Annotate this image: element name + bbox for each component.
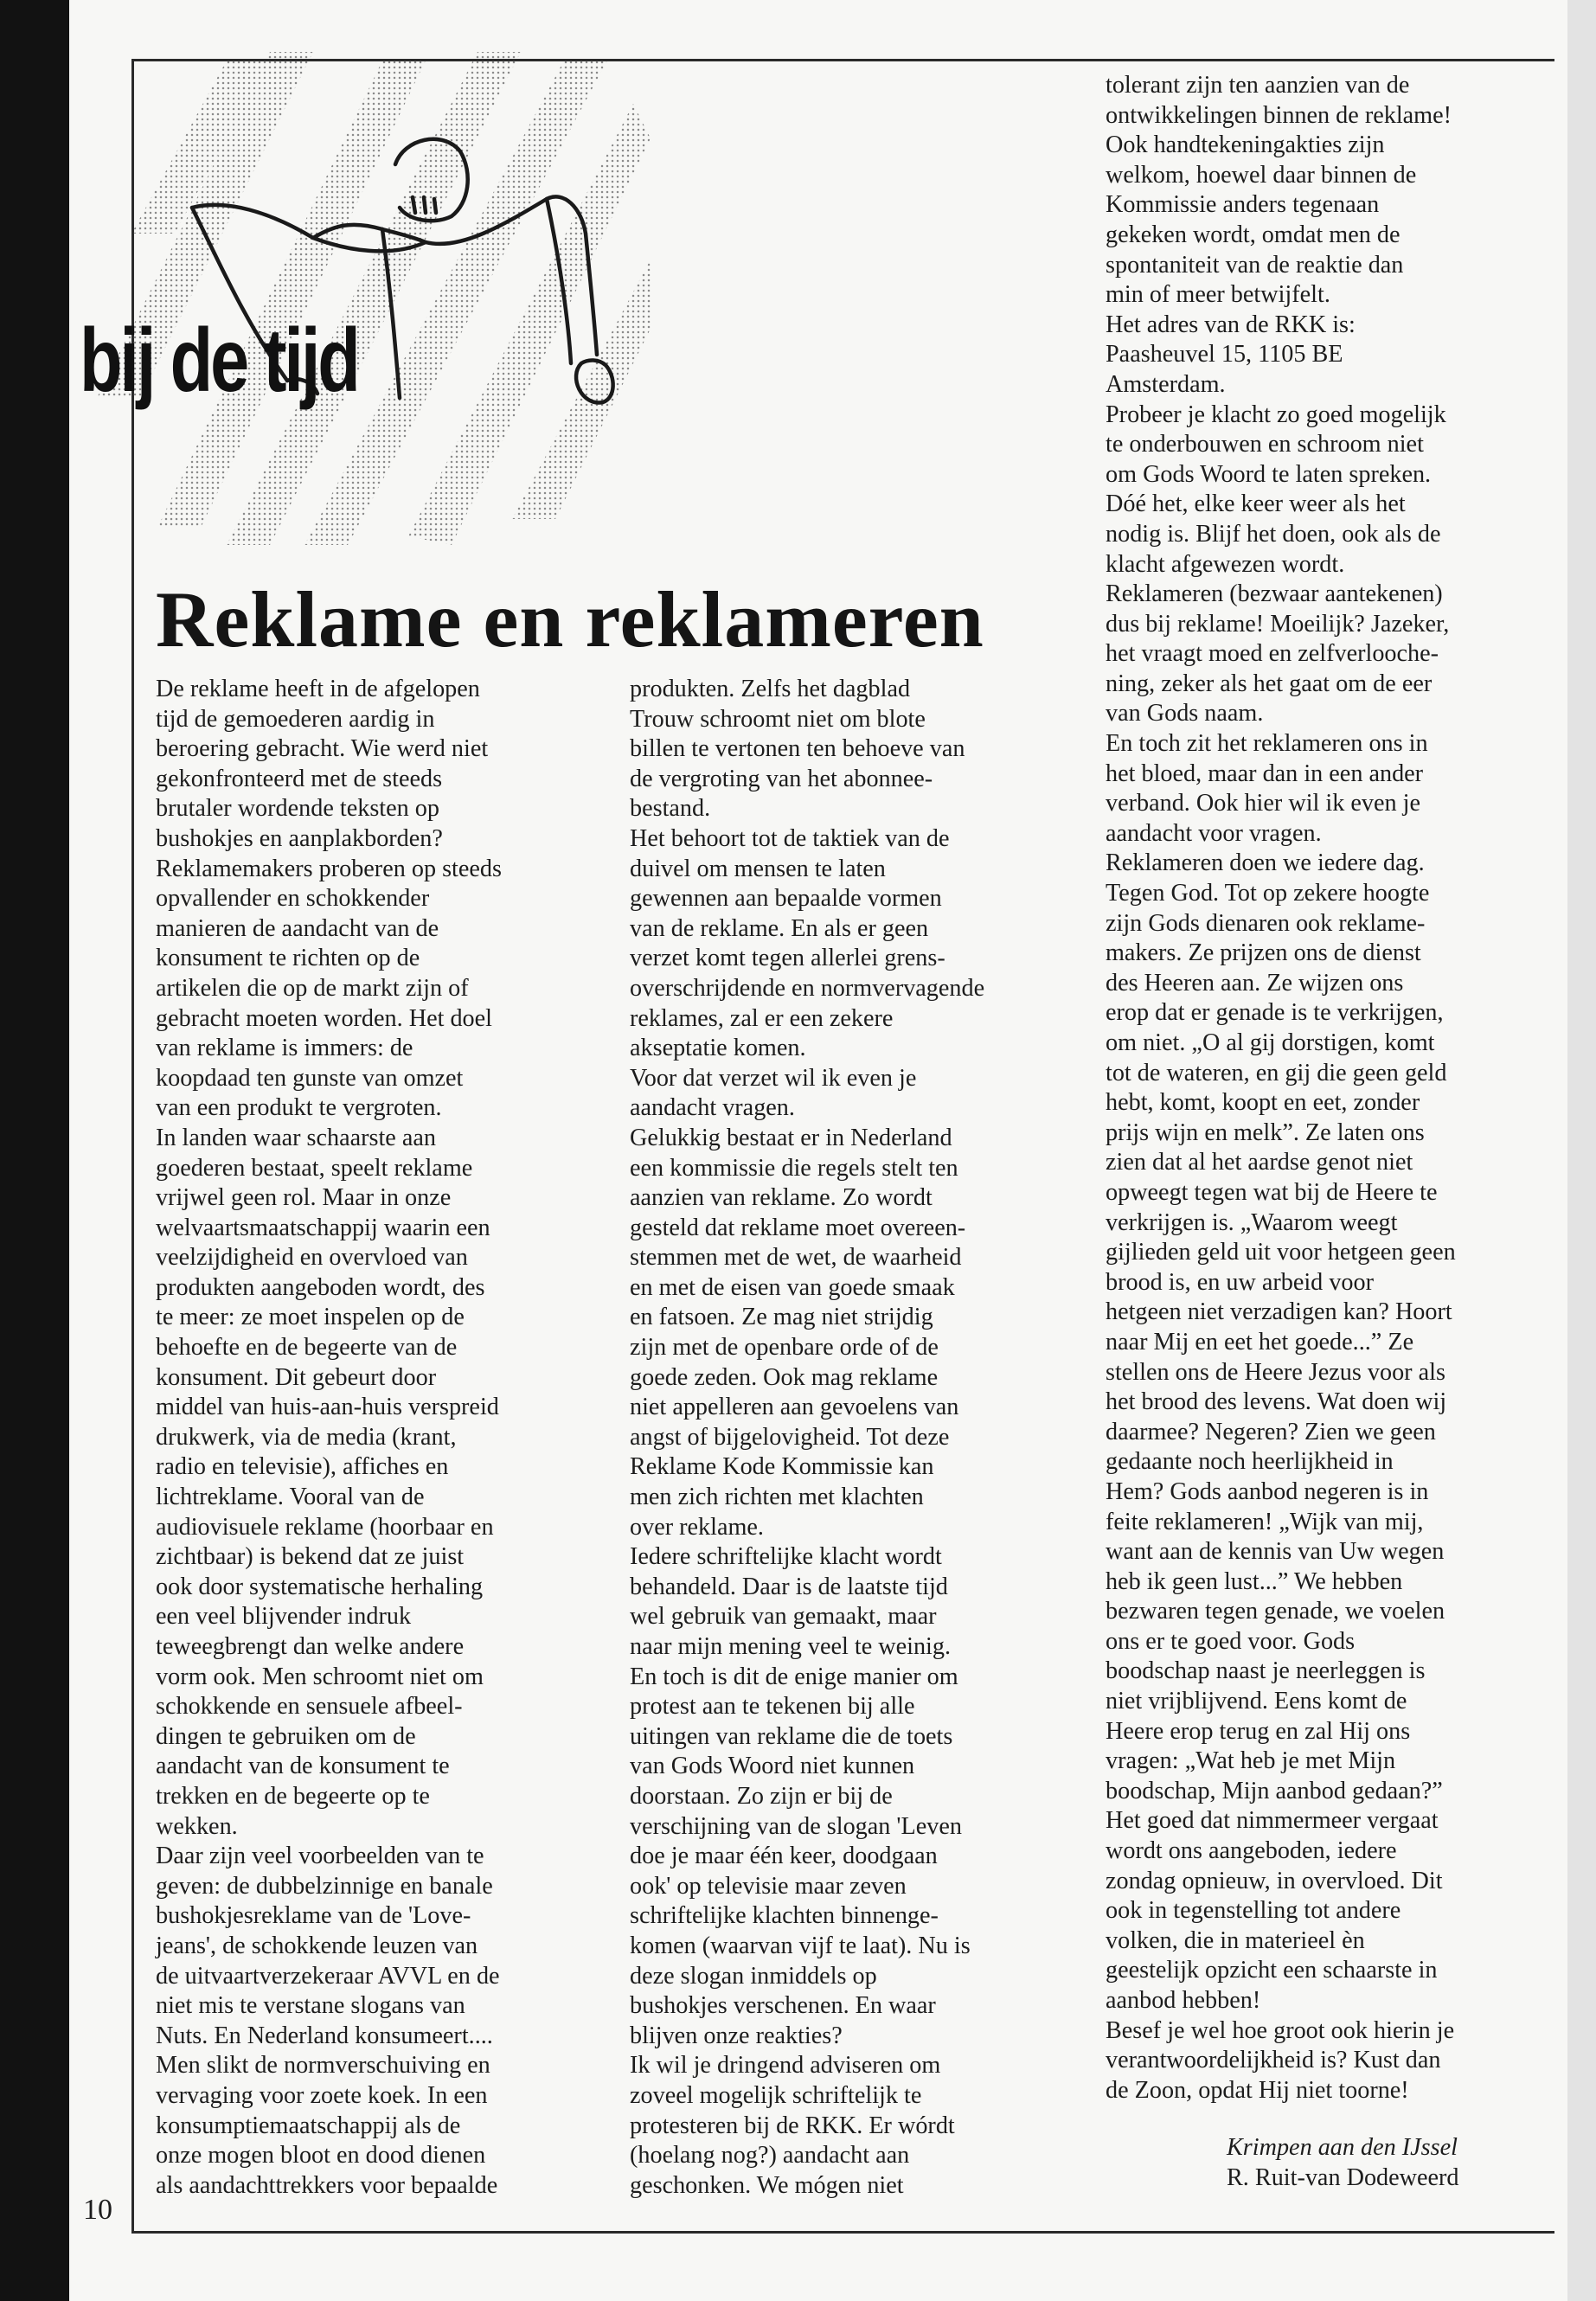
text-line: gekeken wordt, omdat men de	[1106, 221, 1401, 248]
text-line: van de reklame. En als er geen	[630, 914, 929, 942]
text-line: aanbod hebben!	[1106, 1987, 1261, 2014]
text-line: vervaging voor zoete koek. In een	[156, 2081, 488, 2109]
masthead	[97, 35, 659, 554]
text-line: klacht afgewezen wordt.	[1106, 550, 1345, 578]
text-line: zien dat al het aardse genot niet	[1106, 1149, 1413, 1176]
text-line: een kommissie die regels stelt ten	[630, 1154, 958, 1182]
text-line: gewennen aan bepaalde vormen	[630, 885, 942, 913]
text-line: tot de wateren, en gij die geen geld	[1106, 1059, 1447, 1086]
text-line: naar Mij en eet het goede...” Ze	[1106, 1328, 1414, 1356]
text-line: Dóé het, elke keer weer als het	[1106, 490, 1406, 518]
text-line: boodschap naast je neerleggen is	[1106, 1657, 1426, 1685]
text-line: van Gods naam.	[1106, 700, 1264, 727]
text-line: ontwikkelingen binnen de reklame!	[1106, 101, 1452, 129]
text-line: produkten aangeboden wordt, des	[156, 1273, 485, 1301]
text-line: Voor dat verzet wil ik even je	[630, 1064, 917, 1092]
text-line: Nuts. En Nederland konsumeert....	[156, 2022, 493, 2049]
text-line: angst of bijgelovigheid. Tot deze	[630, 1423, 950, 1451]
text-line: te meer: ze moet inspelen op de	[156, 1304, 465, 1331]
text-line: artikelen die op de markt zijn of	[156, 974, 469, 1002]
text-line: Het goed dat nimmermeer vergaat	[1106, 1807, 1439, 1835]
text-line: Hem? Gods aanbod negeren is in	[1106, 1477, 1429, 1505]
text-line: De reklame heeft in de afgelopen	[156, 676, 480, 702]
text-line: brutaler wordende teksten op	[156, 795, 439, 823]
text-line: Daar zijn veel voorbeelden van te	[156, 1843, 484, 1870]
text-line: jeans', de schokkende leuzen van	[156, 1932, 478, 1959]
text-line: verband. Ook hier wil ik even je	[1106, 790, 1420, 817]
text-line: men zich richten met klachten	[630, 1484, 924, 1511]
text-line: deze slogan inmiddels op	[630, 1962, 877, 1990]
text-line: lichtreklame. Vooral van de	[156, 1484, 425, 1511]
text-line: ning, zeker als het gaat om de eer	[1106, 670, 1433, 697]
text-line: doe je maar één keer, doodgaan	[630, 1843, 938, 1870]
text-line: hetgeen niet verzadigen kan? Hoort	[1106, 1298, 1452, 1326]
text-line: over reklame.	[630, 1513, 764, 1541]
text-line: stellen ons de Heere Jezus voor als	[1106, 1358, 1445, 1386]
text-line: Paasheuvel 15, 1105 BE	[1106, 341, 1343, 369]
text-line: bushokjes en aanplakborden?	[156, 824, 443, 852]
text-line: koopdaad ten gunste van omzet	[156, 1064, 464, 1092]
scan-edge-right	[1567, 0, 1596, 2301]
text-line: komen (waarvan vijf te laat). Nu is	[630, 1932, 971, 1959]
text-line: makers. Ze prijzen ons de dienst	[1106, 939, 1421, 967]
text-line: gesteld dat reklame moet overeen-	[630, 1214, 966, 1241]
text-line: nodig is. Blijf het doen, ook als de	[1106, 520, 1441, 548]
text-line: wekken.	[156, 1812, 238, 1840]
text-line: boodschap, Mijn aanbod gedaan?”	[1106, 1777, 1443, 1804]
text-line: de Zoon, opdat Hij niet toorne!	[1106, 2076, 1409, 2104]
text-line: goede zeden. Ook mag reklame	[630, 1363, 939, 1391]
text-line: Het adres van de RKK is:	[1106, 311, 1356, 338]
text-line: erop dat er genade is te verkrijgen,	[1106, 999, 1444, 1027]
text-line: de vergroting van het abonnee-	[630, 765, 933, 792]
text-line: Iedere schriftelijke klacht wordt	[630, 1543, 942, 1571]
text-line: vorm ook. Men schroomt niet om	[156, 1663, 484, 1690]
text-line: en met de eisen van goede smaak	[630, 1273, 955, 1301]
text-line: gijlieden geld uit voor hetgeen geen	[1106, 1239, 1456, 1266]
text-line: ons er te goed voor. Gods	[1106, 1627, 1356, 1655]
text-line: daarmee? Negeren? Zien we geen	[1106, 1418, 1436, 1445]
text-line: trekken en de begeerte op te	[156, 1782, 430, 1810]
text-line: verzet komt tegen allerlei grens-	[630, 945, 945, 972]
text-line: tijd de gemoederen aardig in	[156, 705, 435, 733]
text-line: Ik wil je dringend adviseren om	[630, 2052, 941, 2080]
text-line: konsumptiemaatschappij als de	[156, 2112, 461, 2139]
text-line: akseptatie komen.	[630, 1035, 806, 1062]
text-line: Men slikt de normverschuiving en	[156, 2052, 490, 2080]
text-line: geschonken. We mógen niet	[630, 2171, 904, 2199]
text-line: gedaante noch heerlijkheid in	[1106, 1448, 1394, 1476]
text-line: Besef je wel hoe groot ook hierin je	[1106, 2016, 1455, 2044]
text-line: bushokjesreklame van de 'Love-	[156, 1902, 471, 1930]
article-title: Reklame en reklameren	[156, 575, 984, 663]
text-line: bushokjes verschenen. En waar	[630, 1992, 936, 2020]
text-line: bestand.	[630, 795, 711, 823]
text-line: heb ik geen lust...” We hebben	[1106, 1567, 1403, 1595]
text-line: van reklame is immers: de	[156, 1035, 413, 1062]
text-line: opweegt tegen wat bij de Heere te	[1106, 1178, 1438, 1206]
text-line: dus bij reklame! Moeilijk? Jazeker,	[1106, 610, 1450, 638]
text-line: overschrijdende en normvervagende	[630, 974, 985, 1002]
text-line: schriftelijke klachten binnenge-	[630, 1902, 939, 1930]
article-column-1	[156, 675, 597, 2201]
text-line: behoefte en de begeerte van de	[156, 1334, 458, 1362]
text-line: En toch zit het reklameren ons in	[1106, 730, 1428, 758]
text-line: het bloed, maar dan in een ander	[1106, 760, 1424, 787]
text-line: reklames, zal er een zekere	[630, 1004, 894, 1032]
text-line: behandeld. Daar is de laatste tijd	[630, 1573, 948, 1600]
text-line: zichtbaar) is bekend dat ze juist	[156, 1543, 465, 1571]
text-line: onze mogen bloot en dood dienen	[156, 2142, 486, 2170]
text-line: Reklamemakers proberen op steeds	[156, 855, 502, 882]
text-line: teweegbrengt dan welke andere	[156, 1633, 465, 1660]
text-line: niet vrijblijvend. Eens komt de	[1106, 1688, 1407, 1715]
text-line: schokkende en sensuele afbeel-	[156, 1693, 463, 1721]
text-line: Trouw schroomt niet om blote	[630, 705, 926, 733]
scan-edge-left	[0, 0, 69, 2301]
text-line: veelzijdigheid en overvloed van	[156, 1244, 468, 1272]
text-line: zoveel mogelijk schriftelijk te	[630, 2081, 922, 2109]
text-line: het vraagt moed en zelfverlooche-	[1106, 640, 1439, 668]
author-place: Krimpen aan den IJssel	[1227, 2134, 1458, 2161]
text-line: wel gebruik van gemaakt, maar	[630, 1603, 937, 1631]
text-line: uitingen van reklame die de toets	[630, 1722, 953, 1750]
text-line: protesteren bij de RKK. Er wórdt	[630, 2112, 955, 2139]
article-column-2	[630, 675, 1062, 2201]
text-line: (hoelang nog?) aandacht aan	[630, 2142, 910, 2170]
text-line: konsument te richten op de	[156, 945, 420, 972]
text-line: blijven onze reakties?	[630, 2022, 843, 2049]
text-line: doorstaan. Zo zijn er bij de	[630, 1782, 893, 1810]
text-line: spontaniteit van de reaktie dan	[1106, 251, 1404, 279]
text-line: produkten. Zelfs het dagblad	[630, 676, 911, 702]
text-line: te onderbouwen en schroom niet	[1106, 431, 1424, 458]
text-line: aandacht vragen.	[630, 1094, 795, 1122]
text-line: opvallender en schokkender	[156, 885, 430, 913]
text-line: vrijwel geen rol. Maar in onze	[156, 1184, 452, 1212]
text-line: ook' op televisie maar zeven	[630, 1872, 907, 1900]
text-line: prijs wijn en melk”. Ze laten ons	[1106, 1118, 1425, 1146]
text-line: geestelijk opzicht een schaarste in	[1106, 1957, 1438, 1984]
text-line: van een produkt te vergroten.	[156, 1094, 442, 1122]
text-line: het brood des levens. Wat doen wij	[1106, 1388, 1447, 1416]
section-label: bij de tijd	[80, 311, 358, 411]
text-line: vragen: „Wat heb je met Mijn	[1106, 1747, 1396, 1775]
text-line: om niet. „O al gij dorstigen, komt	[1106, 1029, 1435, 1056]
text-line: Reklameren (bezwaar aantekenen)	[1106, 580, 1443, 608]
text-line: Reklame Kode Kommissie kan	[630, 1453, 934, 1481]
text-line: welvaartsmaatschappij waarin een	[156, 1214, 490, 1241]
text-line: ook door systematische herhaling	[156, 1573, 484, 1600]
text-line: Reklameren doen we iedere dag.	[1106, 849, 1425, 877]
text-line: zijn met de openbare orde of de	[630, 1334, 939, 1362]
text-line: des Heeren aan. Ze wijzen ons	[1106, 969, 1404, 997]
text-line: en fatsoen. Ze mag niet strijdig	[630, 1304, 933, 1331]
text-line: geven: de dubbelzinnige en banale	[156, 1872, 493, 1900]
text-line: radio en televisie), affiches en	[156, 1453, 449, 1481]
text-line: Ook handtekeningakties zijn	[1106, 131, 1385, 159]
text-line: verantwoordelijkheid is? Kust dan	[1106, 2047, 1441, 2074]
text-line: audiovisuele reklame (hoorbaar en	[156, 1513, 494, 1541]
text-line: protest aan te tekenen bij alle	[630, 1693, 915, 1721]
text-line: Kommissie anders tegenaan	[1106, 191, 1380, 219]
text-line: stemmen met de wet, de waarheid	[630, 1244, 962, 1272]
text-line: Probeer je klacht zo goed mogelijk	[1106, 401, 1446, 428]
text-line: zondag opnieuw, in overvloed. Dit	[1106, 1867, 1443, 1894]
text-line: In landen waar schaarste aan	[156, 1124, 436, 1151]
text-line: beroering gebracht. Wie werd niet	[156, 735, 489, 763]
text-line: want aan de kennis van Uw wegen	[1106, 1538, 1445, 1566]
text-line: drukwerk, via de media (krant,	[156, 1423, 457, 1451]
text-line: manieren de aandacht van de	[156, 914, 439, 942]
text-line: om Gods Woord te laten spreken.	[1106, 460, 1432, 488]
halftone-stripes	[97, 35, 659, 554]
text-line: als aandachttrekkers voor bepaalde	[156, 2171, 498, 2199]
text-line: duivel om mensen te laten	[630, 855, 886, 882]
text-line: welkom, hoewel daar binnen de	[1106, 161, 1417, 189]
text-line: aandacht voor vragen.	[1106, 819, 1322, 847]
text-line: verschijning van de slogan 'Leven	[630, 1812, 962, 1840]
text-line: gebracht moeten worden. Het doel	[156, 1004, 492, 1032]
text-line: konsument. Dit gebeurt door	[156, 1363, 437, 1391]
text-line: Heere erop terug en zal Hij ons	[1106, 1717, 1411, 1745]
text-line: feite reklameren! „Wijk van mij,	[1106, 1508, 1424, 1535]
author-signature	[1227, 2133, 1459, 2193]
text-line: goederen bestaat, speelt reklame	[156, 1154, 473, 1182]
text-line: aanzien van reklame. Zo wordt	[630, 1184, 933, 1212]
article-column-3	[1106, 71, 1555, 2106]
text-line: ook in tegenstelling tot andere	[1106, 1897, 1401, 1925]
text-line: min of meer betwijfelt.	[1106, 281, 1330, 309]
text-line: En toch is dit de enige manier om	[630, 1663, 958, 1690]
text-line: middel van huis-aan-huis verspreid	[156, 1394, 499, 1421]
text-line: niet mis te verstane slogans van	[156, 1992, 465, 2020]
text-line: de uitvaartverzekeraar AVVL en de	[156, 1962, 500, 1990]
text-line: hebt, komt, koopt en eet, zonder	[1106, 1089, 1420, 1117]
author-name: R. Ruit-van Dodeweerd	[1227, 2163, 1459, 2191]
reading-man-illustration-icon	[97, 35, 659, 554]
text-line: verkrijgen is. „Waarom weegt	[1106, 1208, 1398, 1236]
text-line: dingen te gebruiken om de	[156, 1722, 416, 1750]
text-line: zijn Gods dienaren ook reklame-	[1106, 909, 1426, 937]
text-line: Het behoort tot de taktiek van de	[630, 824, 950, 852]
text-line: tolerant zijn ten aanzien van de	[1106, 72, 1410, 99]
text-line: niet appelleren aan gevoelens van	[630, 1394, 959, 1421]
text-line: gekonfronteerd met de steeds	[156, 765, 443, 792]
text-line: Amsterdam.	[1106, 370, 1226, 398]
text-line: brood is, en uw arbeid voor	[1106, 1268, 1374, 1296]
text-line: naar mijn mening veel te weinig.	[630, 1633, 952, 1660]
text-line: aandacht van de konsument te	[156, 1753, 450, 1780]
text-line: volken, die in materieel èn	[1106, 1926, 1365, 1954]
text-line: Gelukkig bestaat er in Nederland	[630, 1124, 952, 1151]
text-line: bezwaren tegen genade, we voelen	[1106, 1598, 1445, 1625]
text-line: een veel blijvender indruk	[156, 1603, 412, 1631]
page-number: 10	[80, 2195, 116, 2225]
text-line: Tegen God. Tot op zekere hoogte	[1106, 880, 1430, 907]
text-line: billen te vertonen ten behoeve van	[630, 735, 965, 763]
text-line: van Gods Woord niet kunnen	[630, 1753, 915, 1780]
text-line: wordt ons aangeboden, iedere	[1106, 1837, 1397, 1865]
